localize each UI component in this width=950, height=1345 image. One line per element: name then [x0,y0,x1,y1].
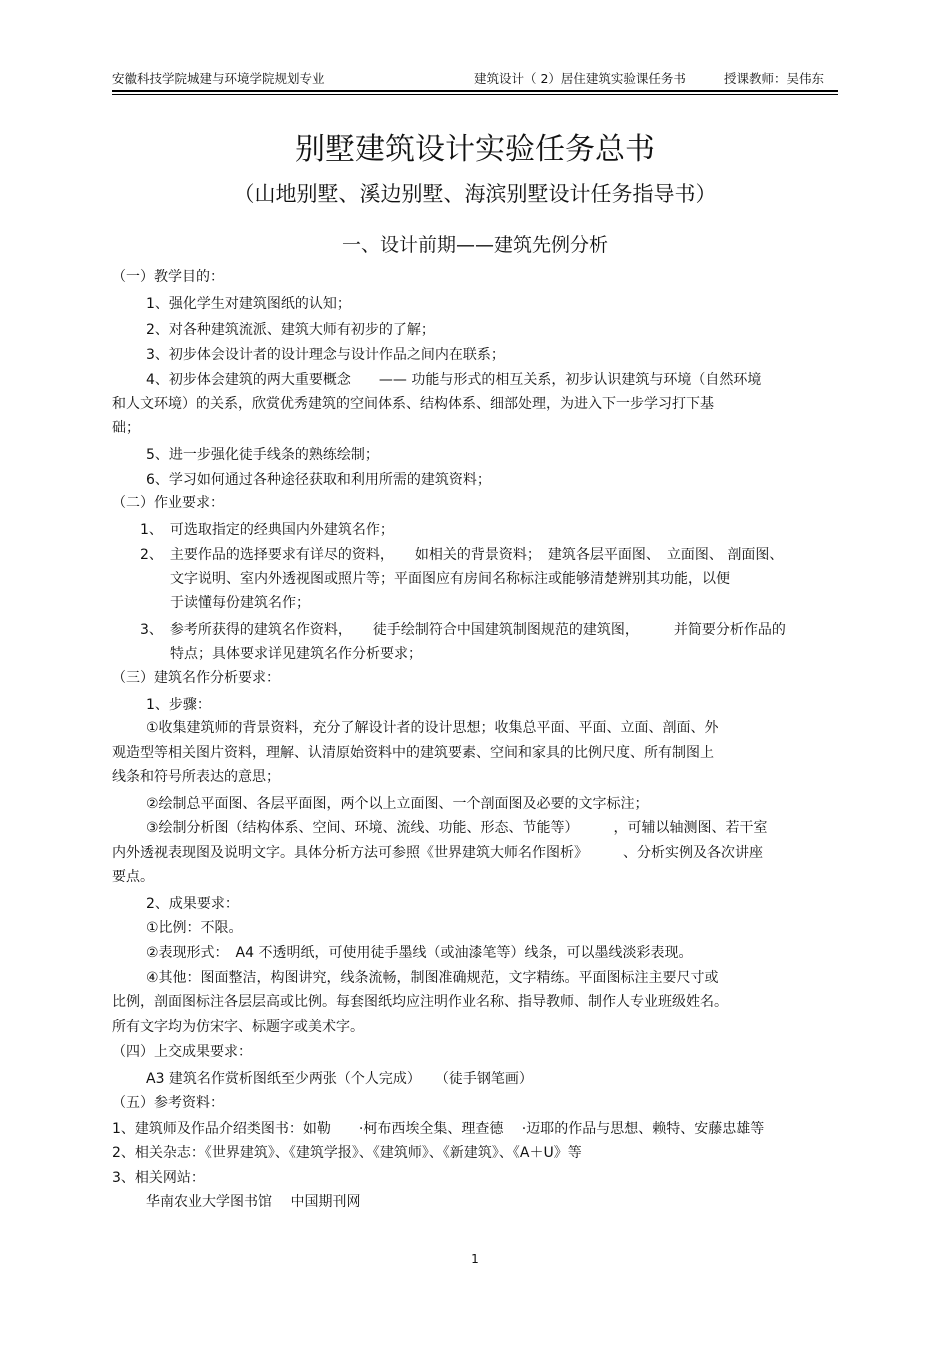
text-line: 比例，剖面图标注各层层高或比例。每套图纸均应注明作业名称、指导教师、制作人专业班级姓名。 [112,994,728,1010]
header-rule-thick [112,90,838,92]
text-line: 线条和符号所表达的意思； [112,769,280,785]
text-line: 观造型等相关图片资料，理解、认清原始资料中的建筑要素、空间和家具的比例尺度、所有制图上 [112,745,714,761]
text-line: 内外透视表现图及说明文字。具体分析方法可参照《世界建筑大师名作图析》 、分析实例及各次讲座 [112,845,763,861]
text-line: ④其他：图面整洁，构图讲究，线条流畅，制图准确规范，文字精练。平面图标注主要尺寸或 [146,970,719,986]
header-course: 建筑设计（ 2）居住建筑实验课任务书 [474,71,686,86]
section-title: 一、设计前期——建筑先例分析 [341,234,608,256]
text-line: 文字说明、室内外透视图或照片等；平面图应有房间名称标注或能够清楚辨别其功能，以便 [170,571,730,587]
text-line: （五）参考资料： [112,1095,224,1111]
text-line: （四）上交成果要求： [112,1044,252,1060]
text-line: ①比例：不限。 [146,920,243,936]
text-line: 于读懂每份建筑名作； [170,595,310,611]
text-line: 所有文字均为仿宋字、标题字或美术字。 [112,1019,364,1035]
text-line: 1、强化学生对建筑图纸的认知； [146,296,351,312]
header-rule-thin [112,94,838,95]
text-line: （一）教学目的： [112,269,224,285]
text-line: 和人文环境）的关系，欣赏优秀建筑的空间体系、结构体系、细部处理，为进入下一步学习打下基 [112,396,714,412]
text-line: 1、建筑师及作品介绍类图书：如勒 ·柯布西埃全集、理查德 ·迈耶的作品与思想、赖特、安藤忠雄等 [112,1121,765,1137]
text-line: 3、 参考所获得的建筑名作资料， 徒手绘制符合中国建筑制图规范的建筑图， 并简要分析作品的 [140,622,786,638]
text-line: 要点。 [112,869,154,885]
text-line: ②绘制总平面图、各层平面图，两个以上立面图、一个剖面图及必要的文字标注； [146,796,649,812]
page-number: 1 [471,1252,479,1266]
header-teacher: 授课教师：吴伟东 [724,71,825,86]
text-line: 2、对各种建筑流派、建筑大师有初步的了解； [146,322,435,338]
text-line: 2、相关杂志：《世界建筑》、《建筑学报》、《建筑师》、《新建筑》、《A＋U》等 [112,1145,582,1161]
text-line: 1、 可选取指定的经典国内外建筑名作； [140,522,394,538]
text-line: 6、学习如何通过各种途径获取和利用所需的建筑资料； [146,472,491,488]
document-subtitle: （山地别墅、溪边别墅、海滨别墅设计任务指导书） [233,182,717,206]
text-line: 础； [112,420,140,436]
text-line: ②表现形式： A4 不透明纸，可使用徒手墨线（或油漆笔等）线条，可以墨线淡彩表现。 [146,945,693,961]
text-line: A3 建筑名作赏析图纸至少两张（个人完成） （徒手钢笔画） [146,1071,533,1087]
text-line: 2、 主要作品的选择要求有详尽的资料， 如相关的背景资料； 建筑各层平面图、 立面图、 剖面图、 [140,547,784,563]
text-line: 2、成果要求： [146,896,239,912]
text-line: 4、初步体会建筑的两大重要概念 —— 功能与形式的相互关系，初步认识建筑与环境（自然环境 [146,372,762,388]
document-title: 别墅建筑设计实验任务总书 [295,132,655,167]
text-line: （二）作业要求： [112,495,224,511]
text-line: 3、相关网站： [112,1170,205,1186]
text-line: 特点；具体要求详见建筑名作分析要求； [170,646,422,662]
text-line: （三）建筑名作分析要求： [112,670,280,686]
text-line: ③绘制分析图（结构体系、空间、环境、流线、功能、形态、节能等） ，可辅以轴测图、若干室 [146,820,768,836]
header-school: 安徽科技学院城建与环境学院规划专业 [112,71,325,86]
text-line: 5、进一步强化徒手线条的熟练绘制； [146,447,379,463]
text-line: ①收集建筑师的背景资料，充分了解设计者的设计思想；收集总平面、平面、立面、剖面、外 [146,720,719,736]
text-line: 3、初步体会设计者的设计理念与设计作品之间内在联系； [146,347,505,363]
text-line: 1、步骤： [146,697,211,713]
text-line: 华南农业大学图书馆 中国期刊网 [146,1194,361,1210]
